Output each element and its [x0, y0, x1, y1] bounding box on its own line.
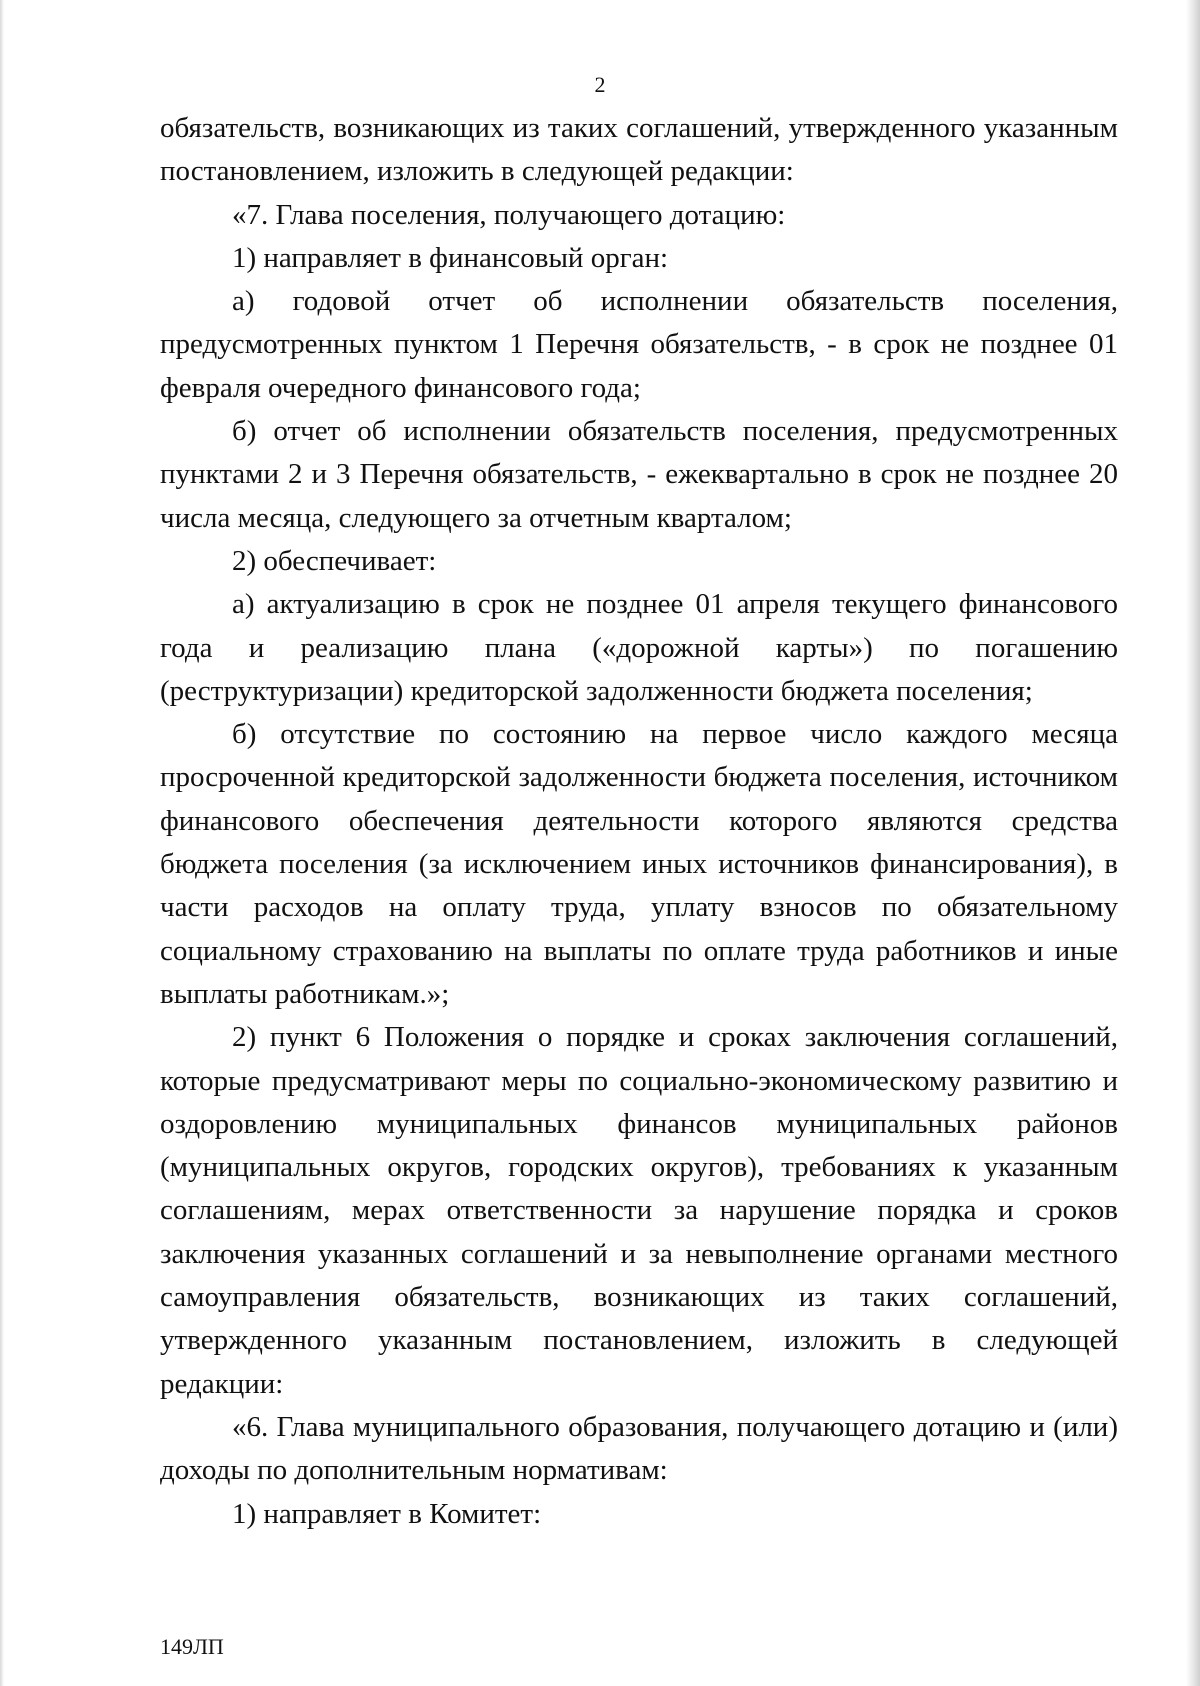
- scan-edge-right: [1186, 0, 1200, 1686]
- document-code: 149ЛП: [160, 1634, 224, 1659]
- document-body: [160, 107, 1118, 1536]
- paragraph-subitem-b: б) отчет об исполнении обязательств поселения, предусмотренных пунктами 2 и 3 Перечня обязательств, - ежеквартально в срок не позднее 20 числа месяца, следующего за отчетным кварталом;: [160, 415, 1118, 534]
- paragraph-item-1: 1) направляет в финансовый орган:: [232, 241, 669, 274]
- page-number: 2: [594, 72, 606, 97]
- paragraph-clause-7: «7. Глава поселения, получающего дотацию:: [232, 198, 786, 231]
- paragraph-continuation: обязательств, возникающих из таких соглашений, утвержденного указанным постановлением, изложить в следующей редакции:: [160, 112, 1118, 188]
- paragraph-item-1-committee: 1) направляет в Комитет:: [232, 1497, 542, 1530]
- paragraph-amendment-2: 2) пункт 6 Положения о порядке и сроках заключения соглашений, которые предусматривают меры по социально-экономическому развитию и оздоровлению муниципальных финансов муниципальных районов (муниципальных округов, городских округов), требованиях к указанным соглашениям, мерах ответственности за нарушение порядка и сроков заключения указанных соглашений и за невыполнение органами местного самоуправления обязательств, возникающих из таких соглашений, утвержденного указанным постановлением, изложить в следующей редакции:: [160, 1021, 1118, 1400]
- scan-edge-left: [0, 0, 4, 1686]
- paragraph-clause-6: «6. Глава муниципального образования, получающего дотацию и (или) доходы по дополнительным нормативам:: [160, 1410, 1118, 1487]
- paragraph-subitem-b-2: б) отсутствие по состоянию на первое число каждого месяца просроченной кредиторской задолженности бюджета поселения, источником финансового обеспечения деятельности которого являются средства бюджета поселения (за исключением иных источников финансирования), в части расходов на оплату труда, уплату взносов по обязательному социальному страхованию на выплаты по оплате труда работников и иные выплаты работникам.»;: [160, 718, 1118, 1010]
- paragraph-item-2: 2) обеспечивает:: [232, 544, 437, 577]
- paragraph-subitem-a-2: а) актуализацию в срок не позднее 01 апреля текущего финансового года и реализацию плана («дорожной карты») по погашению (реструктуризации) кредиторской задолженности бюджета поселения;: [160, 588, 1118, 707]
- paragraph-subitem-a: а) годовой отчет об исполнении обязательств поселения, предусмотренных пунктом 1 Перечня обязательств, - в срок не позднее 01 февраля очередного финансового года;: [160, 285, 1118, 404]
